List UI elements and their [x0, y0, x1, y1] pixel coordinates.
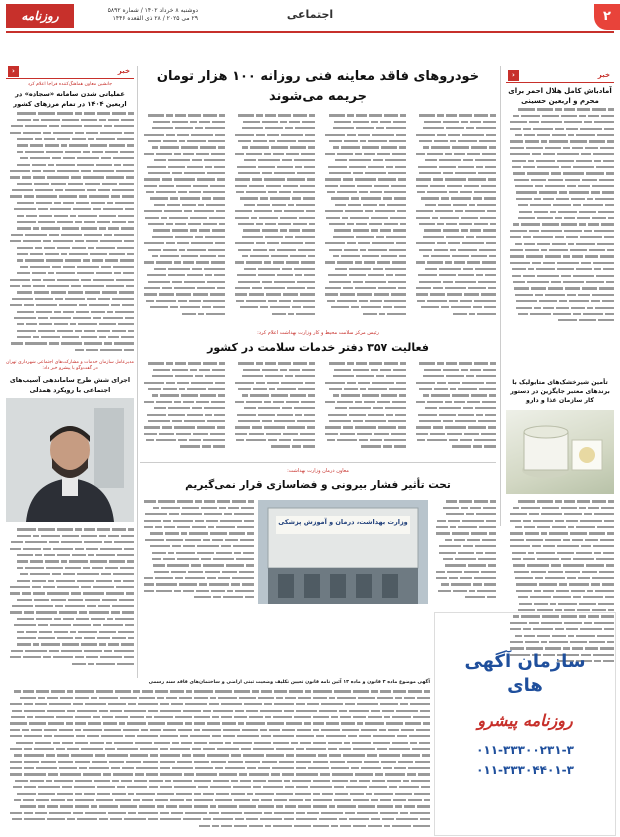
left-headline-2: اجرای شش طرح ساماندهی آسیب‌های اجتماعی با رویکرد همدلی — [9, 376, 131, 394]
text-line — [231, 381, 316, 387]
text-line — [6, 163, 134, 169]
text-line — [6, 233, 134, 239]
text-line — [432, 589, 496, 595]
text-line — [140, 120, 225, 126]
text-line — [6, 131, 134, 137]
text-line — [140, 596, 254, 602]
text-line — [231, 235, 316, 241]
text-line — [140, 432, 225, 438]
text-line — [6, 285, 134, 291]
text-line — [6, 748, 430, 754]
text-line — [140, 519, 254, 525]
text-line — [506, 229, 614, 235]
date-line-2: ۲۹ می ۲۰۲۵ / ۲۸ ذی القعده ۱۴۴۶ — [112, 15, 198, 22]
text-line — [140, 165, 225, 171]
text-line — [140, 413, 225, 419]
text-line — [412, 267, 497, 273]
text-line — [6, 317, 134, 323]
text-line — [140, 299, 225, 305]
text-line — [231, 299, 316, 305]
ad-title-line-1: سازمان آگهی — [464, 651, 586, 672]
text-line — [506, 602, 614, 608]
text-line — [231, 445, 316, 451]
text-column — [140, 114, 225, 319]
page-number: ۲ — [594, 4, 620, 30]
text-line — [231, 172, 316, 178]
text-line — [231, 152, 316, 158]
notices-body — [6, 690, 430, 834]
text-line — [321, 120, 406, 126]
text-line — [140, 235, 225, 241]
text-line — [321, 445, 406, 451]
formula-can-illustration — [506, 410, 614, 494]
text-line — [6, 811, 430, 817]
story3-body-left — [140, 500, 254, 604]
text-line — [321, 368, 406, 374]
text-line — [321, 140, 406, 146]
text-line — [412, 152, 497, 158]
text-line — [231, 184, 316, 190]
text-line — [6, 579, 134, 585]
text-line — [6, 118, 134, 124]
text-line — [6, 170, 134, 176]
text-line — [321, 172, 406, 178]
text-line — [140, 445, 225, 451]
text-line — [6, 741, 430, 747]
right-photo-caption: تأمین شیرخشک‌های متابولیک با برندهای معتبر جایگزین در دستور کار سازمان غذا و دارو — [510, 379, 610, 404]
story3-body-right — [432, 500, 496, 604]
text-line — [231, 120, 316, 126]
text-line — [140, 400, 225, 406]
text-line — [432, 596, 496, 602]
text-line — [412, 388, 497, 394]
text-line — [6, 329, 134, 335]
text-line — [140, 538, 254, 544]
formula-can-photo — [506, 410, 614, 494]
text-line — [6, 630, 134, 636]
ad-brand: روزنامه پیشرو — [477, 711, 573, 730]
text-line — [506, 538, 614, 544]
text-line — [506, 570, 614, 576]
text-line — [506, 306, 614, 312]
text-line — [6, 534, 134, 540]
text-line — [6, 182, 134, 188]
ad-title-line-2: های — [507, 675, 543, 696]
text-line — [412, 120, 497, 126]
text-line — [321, 165, 406, 171]
story3-headline: تحت تأثیر فشار بیرونی و فضاسازی قرار نمی‌گیریم — [185, 479, 451, 491]
text-line — [432, 570, 496, 576]
text-line — [506, 114, 614, 120]
text-line — [6, 824, 430, 830]
text-line — [231, 432, 316, 438]
text-line — [506, 281, 614, 287]
text-line — [231, 165, 316, 171]
text-column — [321, 114, 406, 319]
text-line — [140, 140, 225, 146]
text-line — [506, 319, 614, 325]
text-line — [140, 267, 225, 273]
arrow-icon: ‹ — [8, 66, 19, 77]
text-line — [412, 420, 497, 426]
text-line — [140, 133, 225, 139]
text-line — [140, 589, 254, 595]
text-line — [412, 400, 497, 406]
text-column — [231, 362, 316, 451]
text-line — [6, 297, 134, 303]
text-line — [321, 381, 406, 387]
text-line — [140, 203, 225, 209]
story2-headline: فعالیت ۳۵۷ دفتر خدمات سلامت در کشور — [207, 341, 429, 354]
text-line — [412, 299, 497, 305]
text-line — [506, 159, 614, 165]
text-line — [412, 381, 497, 387]
text-line — [140, 280, 225, 286]
text-line — [6, 201, 134, 207]
text-line — [506, 261, 614, 267]
text-line — [6, 138, 134, 144]
text-line — [506, 589, 614, 595]
text-line — [412, 172, 497, 178]
text-line — [140, 381, 225, 387]
left-body-text — [6, 112, 134, 356]
text-line — [231, 413, 316, 419]
text-line — [231, 267, 316, 273]
left-body-text-2 — [6, 528, 134, 674]
text-line — [6, 709, 430, 715]
text-line — [140, 526, 254, 532]
right-column-tag: خبر ‹ — [506, 70, 614, 83]
text-line — [506, 551, 614, 557]
column-divider — [500, 66, 501, 526]
text-line — [231, 400, 316, 406]
text-line — [231, 287, 316, 293]
date-line-1: دوشنبه ۸ خرداد ۱۴۰۲ / شماره ۵۸۹۲ — [107, 7, 198, 14]
text-line — [6, 728, 430, 734]
main-story-body — [140, 114, 496, 320]
text-line — [6, 214, 134, 220]
text-line — [6, 696, 430, 702]
text-line — [321, 267, 406, 273]
text-line — [432, 551, 496, 557]
text-line — [140, 388, 225, 394]
notices-intro: آگهی موضوع ماده ۳ قانون و ماده ۱۳ آئین نامه قانون تعیین تکلیف وضعیت ثبتی اراضی و ساختمان‌های فاقد سند رسمی — [148, 680, 430, 685]
text-line — [412, 287, 497, 293]
ministry-building-photo — [258, 500, 428, 604]
text-line — [412, 413, 497, 419]
text-line — [6, 554, 134, 560]
text-line — [321, 400, 406, 406]
story3-kicker: معاون درمان وزارت بهداشت: — [287, 468, 349, 474]
text-line — [412, 140, 497, 146]
main-headline-line-1: خودروهای فاقد معاینه فنی روزانه ۱۰۰ هزار تومان — [156, 69, 480, 84]
text-line — [412, 280, 497, 286]
text-line — [321, 152, 406, 158]
official-portrait-photo — [6, 398, 134, 522]
text-line — [231, 420, 316, 426]
text-column — [140, 362, 225, 451]
text-line — [506, 519, 614, 525]
right-headline: آمادباش کامل هلال احمر برای محرم و اربعین حسینی — [508, 87, 612, 105]
text-line — [412, 248, 497, 254]
text-column — [321, 362, 406, 451]
ministry-building-illustration — [258, 500, 428, 604]
text-line — [506, 127, 614, 133]
ministry-sign: وزارت بهداشت، درمان و آموزش پزشکی — [278, 518, 408, 526]
text-line — [412, 203, 497, 209]
text-line — [6, 662, 134, 668]
text-line — [412, 133, 497, 139]
text-line — [6, 265, 134, 271]
text-line — [321, 203, 406, 209]
text-line — [6, 598, 134, 604]
text-column — [412, 114, 497, 319]
text-line — [6, 716, 430, 722]
left-headline: عملیاتی شدن سامانه «سجاده» در اربعین ۱۴۰۴ در تمام مرزهای کشور — [13, 90, 127, 108]
arrow-icon: ‹ — [508, 70, 519, 81]
text-line — [6, 150, 134, 156]
text-line — [6, 566, 134, 572]
text-line — [140, 152, 225, 158]
text-line — [432, 506, 496, 512]
text-line — [321, 280, 406, 286]
text-line — [432, 519, 496, 525]
text-line — [412, 312, 497, 318]
ad-box — [434, 612, 616, 836]
text-line — [321, 235, 406, 241]
main-headline-line-2: جریمه می‌شوند — [269, 89, 367, 104]
section-title: اجتماعی — [286, 8, 334, 21]
text-line — [231, 248, 316, 254]
text-line — [140, 506, 254, 512]
text-line — [231, 216, 316, 222]
story-divider — [140, 462, 496, 463]
text-line — [6, 547, 134, 553]
text-column — [412, 362, 497, 451]
left-kicker: جانشین معاون هماهنگ‌کننده فراجا اعلام کرد — [27, 82, 113, 87]
text-line — [140, 184, 225, 190]
text-line — [321, 312, 406, 318]
text-line — [140, 420, 225, 426]
text-line — [432, 526, 496, 532]
text-line — [412, 368, 497, 374]
left-kicker-2: مدیرعامل سازمان خدمات و مشارکت‌های اجتماعی شهرداری تهران در گفت‌وگو با پیشرو خبر داد: — [6, 360, 134, 371]
text-line — [506, 558, 614, 564]
text-line — [231, 280, 316, 286]
text-line — [231, 388, 316, 394]
portrait-illustration — [6, 398, 134, 522]
text-line — [432, 558, 496, 564]
text-line — [140, 216, 225, 222]
text-line — [506, 146, 614, 152]
text-line — [231, 203, 316, 209]
ad-phone-2[interactable]: ۰۱۱-۳۳۳۰۴۴۰۱-۳ — [476, 763, 574, 777]
text-line — [321, 133, 406, 139]
text-line — [506, 242, 614, 248]
text-line — [506, 197, 614, 203]
text-line — [321, 420, 406, 426]
text-column — [231, 114, 316, 319]
text-line — [321, 413, 406, 419]
text-line — [140, 368, 225, 374]
text-line — [506, 178, 614, 184]
newspaper-logo: روزنامه پیشرو — [6, 4, 74, 28]
story2-body — [140, 362, 496, 456]
text-line — [6, 246, 134, 252]
text-line — [140, 551, 254, 557]
text-line — [6, 779, 430, 785]
text-line — [506, 293, 614, 299]
text-line — [6, 760, 430, 766]
text-line — [140, 287, 225, 293]
text-line — [6, 649, 134, 655]
text-line — [140, 558, 254, 564]
text-line — [506, 313, 614, 319]
left-column-tag: خبر ‹ — [6, 66, 134, 79]
text-line — [321, 432, 406, 438]
text-line — [6, 792, 430, 798]
text-line — [412, 216, 497, 222]
text-line — [321, 248, 406, 254]
text-line — [6, 617, 134, 623]
text-line — [6, 586, 134, 592]
text-line — [6, 278, 134, 284]
text-line — [231, 312, 316, 318]
text-line — [231, 140, 316, 146]
text-line — [506, 274, 614, 280]
text-line — [412, 235, 497, 241]
story2-kicker: رئیس مرکز سلامت محیط و کار وزارت بهداشت اعلام کرد: — [257, 330, 379, 336]
text-line — [321, 287, 406, 293]
text-line — [231, 133, 316, 139]
text-line — [6, 348, 134, 354]
text-line — [321, 299, 406, 305]
text-line — [506, 134, 614, 140]
text-line — [231, 368, 316, 374]
text-line — [506, 526, 614, 532]
text-line — [412, 184, 497, 190]
text-line — [412, 445, 497, 451]
text-line — [140, 248, 225, 254]
header-rule — [6, 31, 614, 33]
ad-phone-1[interactable]: ۰۱۱-۳۳۳۰۰۲۳۱-۳ — [476, 743, 574, 757]
text-line — [321, 388, 406, 394]
right-body-text — [506, 108, 614, 364]
text-line — [140, 172, 225, 178]
text-line — [140, 312, 225, 318]
text-line — [321, 216, 406, 222]
text-line — [140, 570, 254, 576]
text-line — [506, 166, 614, 172]
text-line — [412, 432, 497, 438]
text-line — [321, 184, 406, 190]
column-divider — [137, 66, 138, 678]
text-line — [506, 210, 614, 216]
text-line — [412, 165, 497, 171]
text-line — [6, 310, 134, 316]
text-line — [506, 506, 614, 512]
